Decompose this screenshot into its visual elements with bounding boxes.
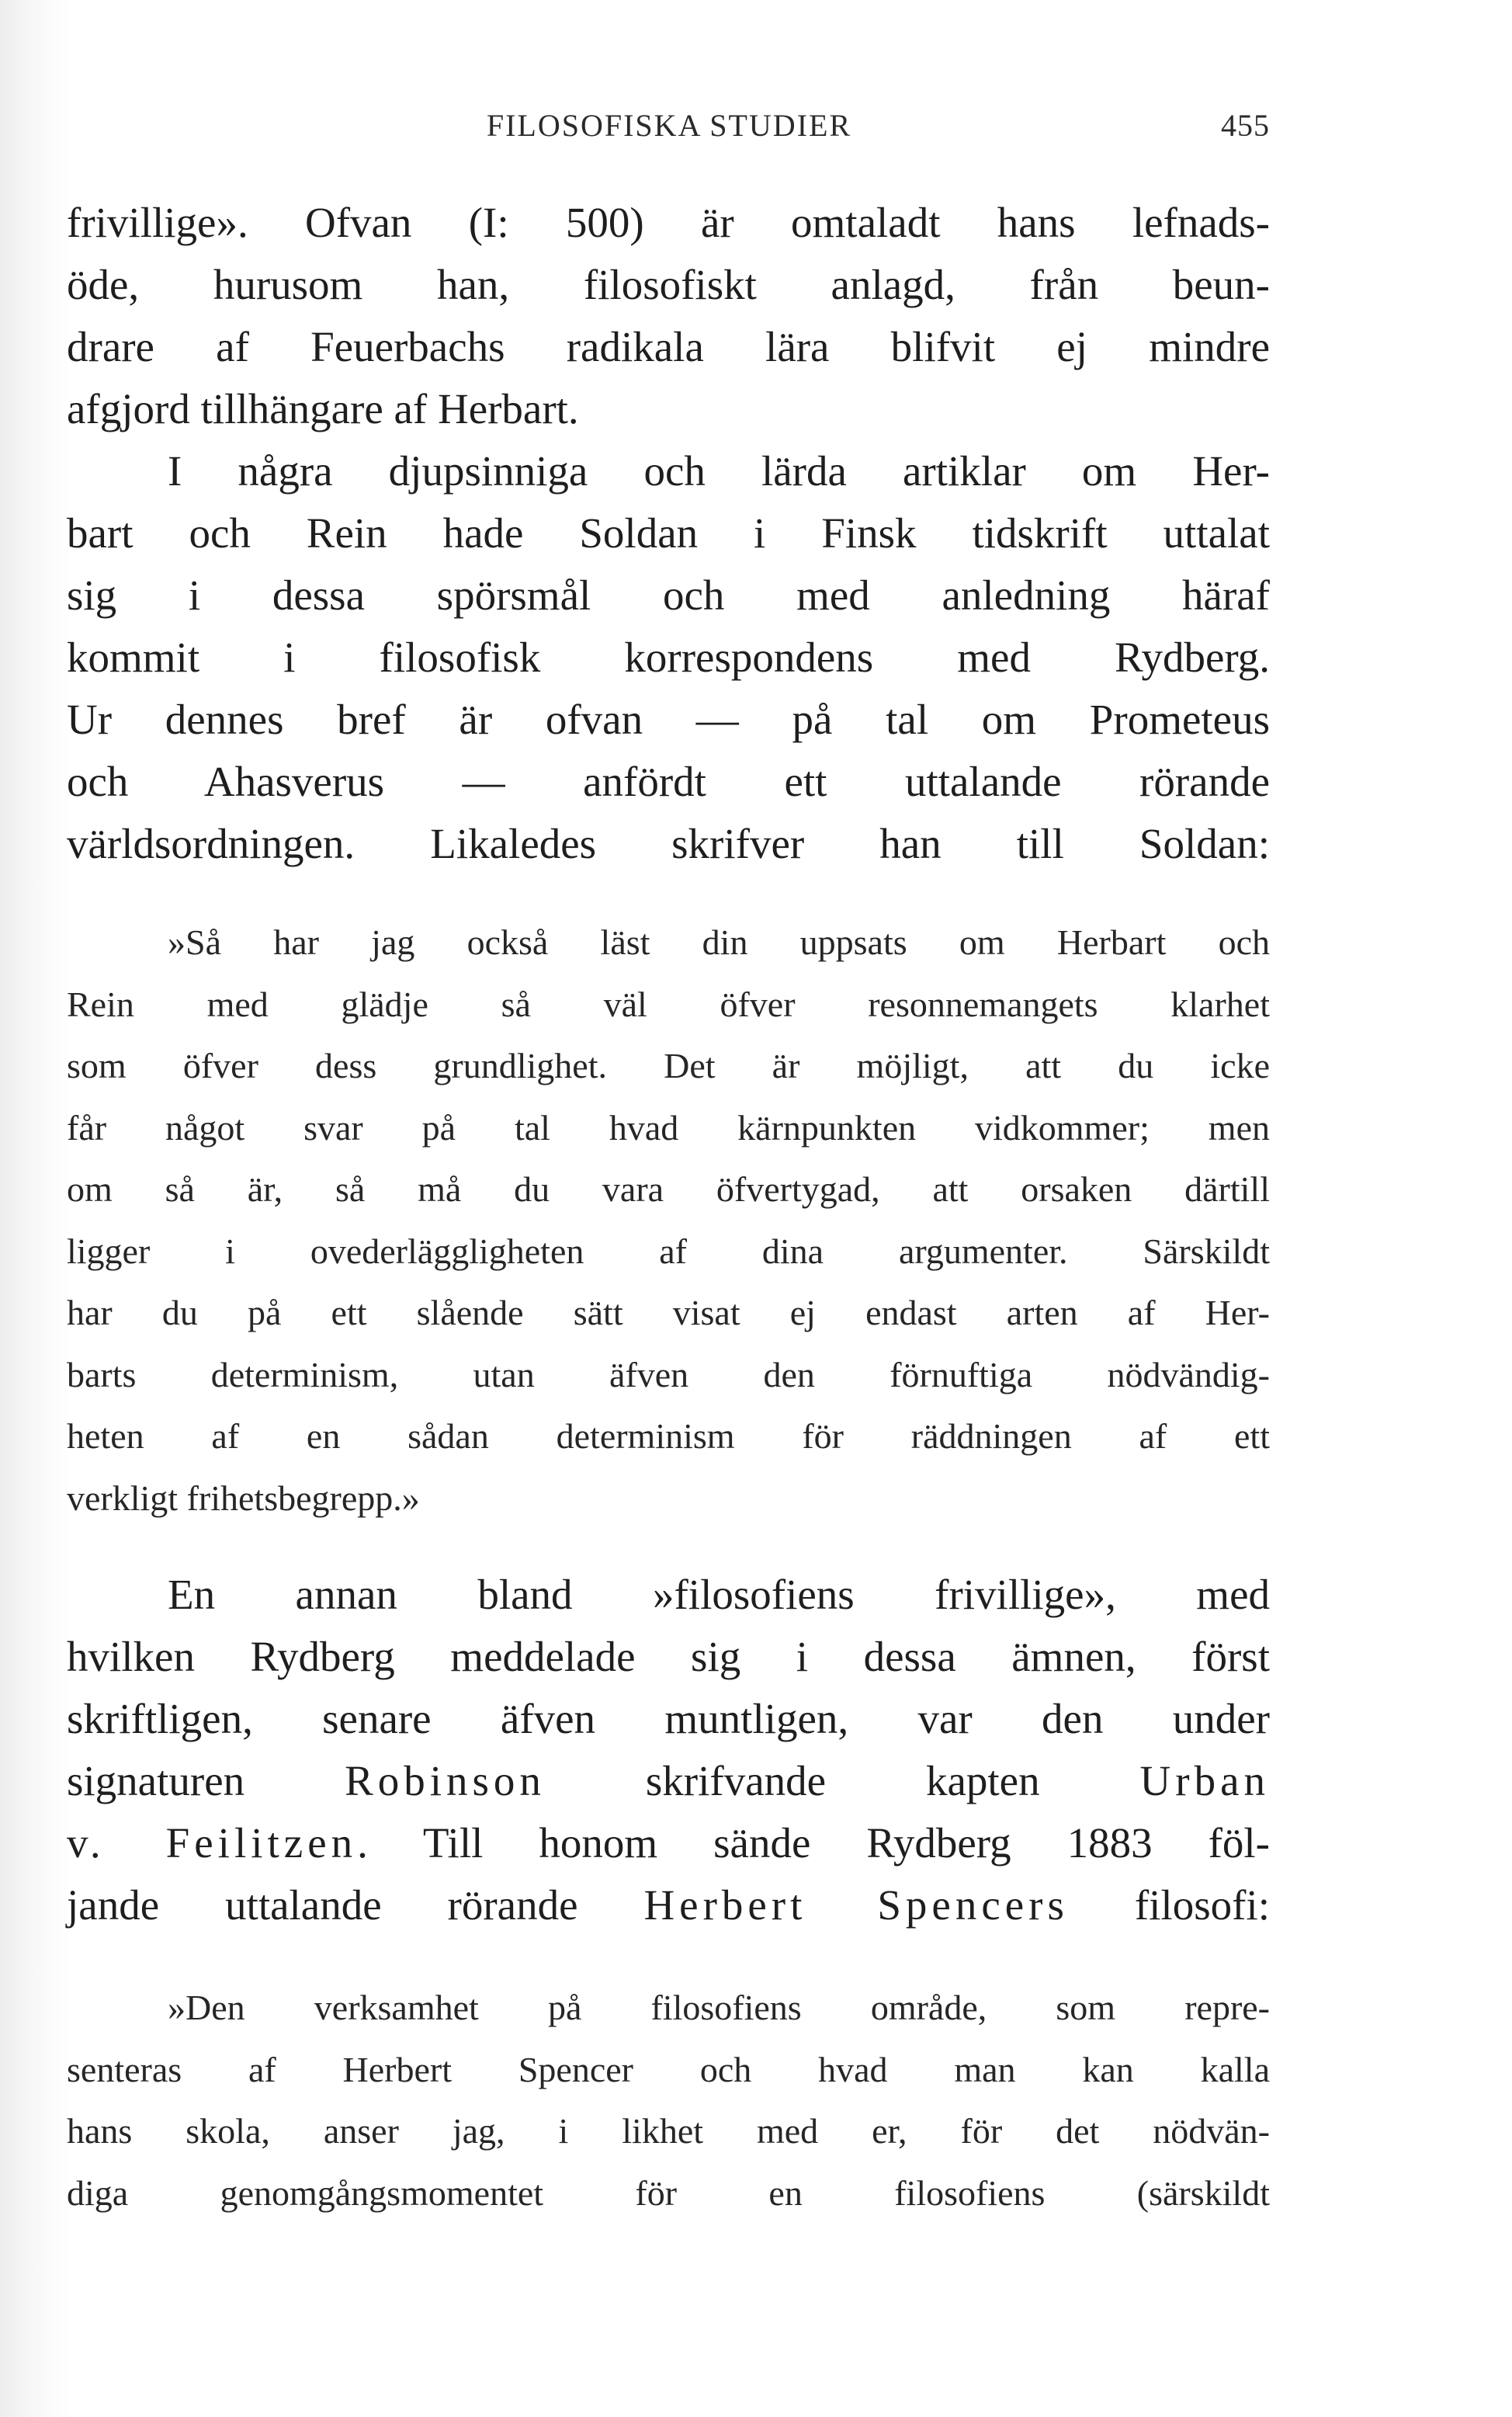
text-line: som öfver dess grundlighet. Det är möjligt, att du icke [67,1046,1270,1085]
quotation-1 [67,912,1270,1529]
person-name-urban: Urban [1139,1757,1270,1804]
running-title: FILOSOFISKA STUDIER [486,108,852,143]
person-name-feilitzen: v. Feilitzen [67,1819,358,1867]
page-number: 455 [1221,108,1270,143]
text-line: »Den verksamhet på filosofiens område, som repre- [168,1988,1270,2027]
text-line: sig i dessa spörsmål och med anledning häraf [67,571,1270,619]
text-line: afgjord tillhängare af Herbart. [67,385,579,432]
text-line: om så är, så må du vara öfvertygad, att orsaken därtill [67,1169,1270,1209]
text-segment: . Till honom sände Rydberg 1883 föl- [357,1819,1270,1867]
text-line: heten af en sådan determinism för räddningen af ett [67,1416,1270,1456]
text-line: skriftligen, senare äfven muntligen, var den under [67,1695,1270,1742]
quotation-2 [67,1977,1270,2224]
text-line: »Så har jag också läst din uppsats om Herbart och [168,922,1270,962]
text-segment: signaturen [67,1757,345,1804]
text-line: I några djupsinniga och lärda artiklar om Her- [168,447,1270,495]
text-segment: skrifvande kapten [545,1757,1140,1804]
text-line: bart och Rein hade Soldan i Finsk tidskrift uttalat [67,509,1270,557]
paragraph-1 [67,192,1270,875]
text-line: barts determinism, utan äfven den förnuftiga nödvändig- [67,1354,1270,1394]
text-line: Rein med glädje så väl öfver resonnemangets klarhet [67,984,1270,1024]
text-line: frivillige». Ofvan (I: 500) är omtaladt hans lefnads- [67,199,1270,246]
text-line: får något svar på tal hvad kärnpunkten vidkommer; men [67,1107,1270,1148]
text-line: och Ahasverus — anfördt ett uttalande rörande [67,758,1270,805]
text-line [67,1874,1270,1936]
person-name-robinson: Robinson [345,1757,546,1804]
text-line: En annan bland »filosofiens frivillige», med [168,1571,1270,1618]
text-line: världsordningen. Likaledes skrifver han till Soldan: [67,820,1270,867]
text-line: har du på ett slående sätt visat ej endast arten af Her- [67,1293,1270,1332]
text-line: hans skola, anser jag, i likhet med er, för det nödvän- [67,2111,1270,2151]
text-line: Ur dennes bref är ofvan — på tal om Prometeus [67,696,1270,743]
text-line [67,1750,1270,1812]
text-line [67,1812,1270,1874]
text-line: diga genomgångsmomentet för en filosofiens (särskildt [67,2172,1270,2213]
text-segment: jande uttalande rörande [67,1881,644,1929]
person-name-spencer: Herbert Spencers [643,1881,1069,1929]
text-line: senteras af Herbert Spencer och hvad man kan kalla [67,2049,1270,2089]
paragraph-2 [67,1564,1270,1936]
text-line: öde, hurusom han, filosofiskt anlagd, från beun- [67,261,1270,308]
text-line: kommit i filosofisk korrespondens med Rydberg. [67,634,1270,681]
text-line: verkligt frihetsbegrepp.» [67,1478,420,1518]
page-header [68,107,1270,154]
text-line: hvilken Rydberg meddelade sig i dessa ämnen, först [67,1633,1270,1680]
text-line: drare af Feuerbachs radikala lära blifvit ej mindre [67,323,1270,370]
text-line: ligger i ovederläggligheten af dina argumenter. Särskildt [67,1231,1270,1271]
text-segment: filosofi: [1068,1881,1270,1929]
